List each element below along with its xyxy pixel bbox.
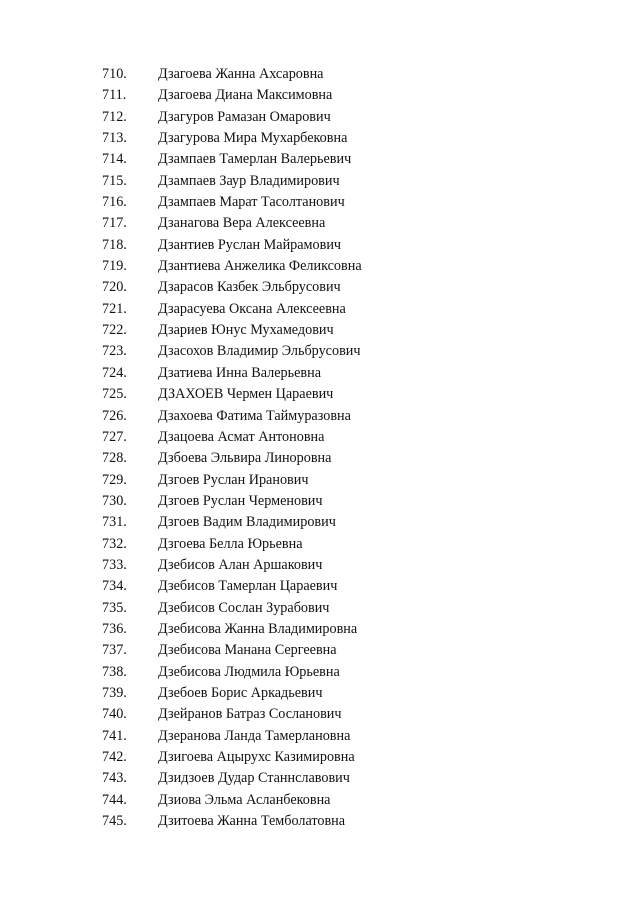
entry-name: Дзеранова Ланда Тамерлановна — [158, 727, 351, 744]
entry-number: 717. — [102, 215, 127, 232]
list-item — [102, 747, 362, 768]
entry-name: Дзампаев Заур Владимирович — [158, 172, 340, 189]
entry-number: 723. — [102, 343, 127, 360]
list-item — [102, 619, 362, 640]
entry-name: Дзигоева Ацырухс Казимировна — [158, 749, 355, 765]
entry-number: 710. — [102, 66, 127, 82]
entry-number: 721. — [102, 300, 127, 317]
list-item — [102, 107, 362, 128]
entry-name: Дзарасов Казбек Эльбрусович — [158, 279, 341, 296]
entry-name: Дзагуров Рамазан Омарович — [158, 108, 331, 125]
entry-name: Дзгоев Руслан Черменович — [158, 492, 323, 509]
entry-number: 728. — [102, 450, 127, 467]
entry-number: 731. — [102, 514, 127, 531]
entry-name: Дзантиев Руслан Майрамович — [158, 236, 342, 253]
entry-name: Дзейранов Батраз Сосланович — [158, 706, 342, 723]
list-item — [102, 768, 362, 789]
entry-number: 730. — [102, 492, 127, 509]
entry-number: 729. — [102, 471, 127, 488]
list-item — [102, 277, 362, 298]
list-item — [102, 384, 362, 405]
entry-name: Дзгоев Руслан Иранович — [158, 471, 309, 488]
entry-number: 727. — [102, 428, 127, 445]
list-item — [102, 256, 362, 277]
entry-number: 743. — [102, 770, 127, 787]
entry-name: Дзитоева Жанна Темболатовна — [158, 813, 346, 830]
list-item — [102, 640, 362, 661]
entry-name: Дзбоева Эльвира Линоровна — [158, 450, 332, 467]
list-item — [102, 811, 362, 832]
entry-name: Дзантиева Анжелика Феликсовна — [158, 258, 362, 275]
entry-name: Дзебисов Алан Аршакович — [158, 556, 323, 573]
list-item — [102, 470, 362, 491]
list-item — [102, 598, 362, 619]
entry-name: Дзарасуева Оксана Алексеевна — [158, 300, 346, 317]
list-item — [102, 512, 362, 533]
entry-number: 714. — [102, 151, 127, 168]
entry-number: 712. — [102, 108, 127, 125]
entry-number: 740. — [102, 706, 127, 723]
entry-number: 734. — [102, 578, 127, 595]
list-item — [102, 128, 362, 149]
list-item — [102, 149, 362, 170]
entry-number: 713. — [102, 130, 127, 147]
entry-name: Дзампаев Марат Тасолтанович — [158, 194, 345, 211]
entry-name: Дзгоева Белла Юрьевна — [158, 535, 303, 552]
entry-name: Дзагоева Диана Максимовна — [158, 87, 333, 104]
entry-name: Дзебисова Манана Сергеевна — [158, 642, 337, 659]
list-item — [102, 363, 362, 384]
entry-name: Дзгоев Вадим Владимирович — [158, 514, 336, 531]
list-item — [102, 85, 362, 106]
entry-number: 739. — [102, 684, 127, 701]
list-item — [102, 662, 362, 683]
list-item — [102, 534, 362, 555]
entry-number: 733. — [102, 556, 127, 573]
list-item — [102, 491, 362, 512]
entry-number: 716. — [102, 194, 127, 211]
entry-name: Дзампаев Тамерлан Валерьевич — [158, 151, 352, 168]
list-item — [102, 726, 362, 747]
entry-name: Дзидзоев Дудар Станнславович — [158, 770, 350, 787]
entry-name: Дзебисов Сослан Зурабович — [158, 599, 330, 616]
entry-name: Дзацоева Асмат Антоновна — [158, 428, 325, 445]
entry-number: 732. — [102, 535, 127, 552]
list-item — [102, 555, 362, 576]
entry-number: 720. — [102, 279, 127, 296]
list-item — [102, 427, 362, 448]
entry-number: 745. — [102, 813, 127, 830]
entry-number: 711. — [102, 87, 127, 104]
entry-number: 736. — [102, 620, 127, 637]
entry-name: ДЗАХОЕВ Чермен Цараевич — [158, 386, 334, 403]
entry-name: Дзатиева Инна Валерьевна — [158, 364, 321, 381]
entry-number: 718. — [102, 236, 127, 253]
entry-name: Дзебоев Борис Аркадьевич — [158, 684, 323, 701]
entry-number: 735. — [102, 599, 127, 616]
list-item — [102, 406, 362, 427]
entry-name: Дзебисов Тамерлан Цараевич — [158, 578, 338, 595]
entry-name: Дзагурова Мира Мухарбековна — [158, 130, 348, 147]
entry-number: 719. — [102, 258, 127, 275]
list-item — [102, 171, 362, 192]
list-item — [102, 213, 362, 234]
entry-number: 742. — [102, 749, 127, 765]
list-item — [102, 448, 362, 469]
entry-number: 725. — [102, 386, 127, 403]
list-item — [102, 790, 362, 811]
entry-name: Дзагоева Жанна Ахсаровна — [158, 66, 324, 82]
entry-number: 737. — [102, 642, 127, 659]
entry-number: 738. — [102, 663, 127, 680]
list-item — [102, 704, 362, 725]
entry-name: Дзиова Эльма Асланбековна — [158, 791, 331, 808]
entry-name: Дзебисова Жанна Владимировна — [158, 620, 358, 637]
list-item — [102, 299, 362, 320]
entry-name: Дзебисова Людмила Юрьевна — [158, 663, 340, 680]
list-item — [102, 576, 362, 597]
entry-number: 715. — [102, 172, 127, 189]
entry-name: Дзанагова Вера Алексеевна — [158, 215, 326, 232]
list-item — [102, 320, 362, 341]
list-item — [102, 683, 362, 704]
list-item — [102, 341, 362, 362]
entry-number: 741. — [102, 727, 127, 744]
list-item — [102, 235, 362, 256]
entry-number: 726. — [102, 407, 127, 424]
entry-number: 744. — [102, 791, 127, 808]
entry-name: Дзариев Юнус Мухамедович — [158, 322, 334, 339]
entry-name: Дзасохов Владимир Эльбрусович — [158, 343, 361, 360]
entry-number: 724. — [102, 364, 127, 381]
entry-name: Дзахоева Фатима Таймуразовна — [158, 407, 351, 424]
list-item — [102, 192, 362, 213]
list-item — [102, 64, 362, 85]
name-list — [102, 64, 362, 832]
entry-number: 722. — [102, 322, 127, 339]
